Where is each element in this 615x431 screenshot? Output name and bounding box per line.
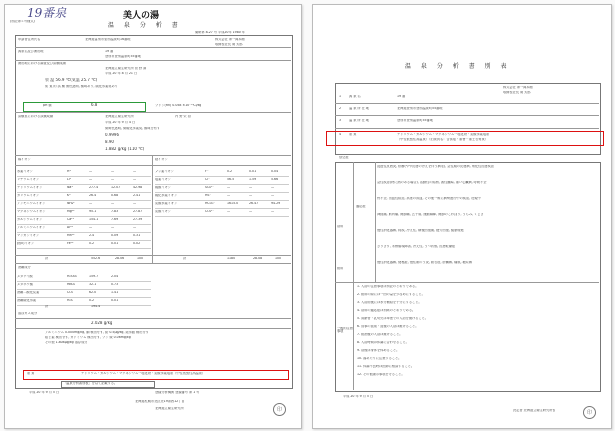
handwritten-note: 19番泉 <box>27 6 67 20</box>
radon-row: ラドン(Rn) 0.058 ×10⁻¹⁰Ci/kg <box>155 104 202 107</box>
ion-symbol: Ca²⁺ <box>67 218 75 221</box>
cation-header: 陽イオン <box>18 158 31 161</box>
ion-mg: — <box>227 186 231 189</box>
spring-location: 登別市登別温泉町55番地 <box>105 55 141 58</box>
ion-symbol: HCO₃⁻ <box>205 202 216 205</box>
ion-mval: — <box>111 202 115 205</box>
ion-pct: — <box>133 226 137 229</box>
evaporation-residue: 1.882 g/kg (110 ℃) <box>105 147 145 151</box>
trace-elements: アルミニウム 0.000mg/kg, 銅 検出せず, 鉛 0.5μg/kg, 総水銀 検出せず <box>45 331 149 334</box>
indication-line: 慢性消化器病, 便秘症, 慢性胆のう炎, 胆石症, 肝臓病, 痛風, 糖尿病 <box>377 261 473 264</box>
ion-name: 鉄(II)イオン <box>17 242 35 245</box>
ion-mval: 0.01 <box>249 170 257 173</box>
ion-pct: 0.31 <box>133 234 141 237</box>
ion-pct: 27.39 <box>133 218 143 221</box>
ion-pct: — <box>271 210 275 213</box>
lab-label: 試験室における試験成績 <box>18 115 54 118</box>
divider <box>15 155 291 156</box>
row-number: 1 <box>339 95 342 98</box>
general-note-line: 6. 食事の直前・直後の入浴は避けること。 <box>357 325 419 328</box>
total-solutes: 2.028 g/kg <box>91 321 113 325</box>
general-note-line: 1. 入浴の注意事項は別記のとおりである。 <box>357 285 419 288</box>
temperature-row: 泉 温 56.9 ℃(気温 25.7 ℃) <box>45 78 98 82</box>
ion-mmol: 0.01 <box>111 299 119 302</box>
ion-name: ナトリウムイオン <box>17 186 43 189</box>
general-note-line: 3. 入浴前後には水分補給を十分にすること。 <box>357 301 422 304</box>
ion-name: カルシウムイオン <box>17 218 43 221</box>
ion-mval: 0.68 <box>111 194 119 197</box>
ion-mg: 2.4 <box>89 234 95 237</box>
ion-mg: 62.0 <box>89 291 97 294</box>
general-notes-label: 一般的注意事項 <box>337 327 353 334</box>
ion-mval: 12.07 <box>111 186 121 189</box>
ion-mval: — <box>249 210 253 213</box>
trace-elements-2: 総ヒ素 検出せず, カドミウム 検出せず, ラン 微 0.06mg/kg <box>45 336 131 339</box>
ion-mg: — <box>89 178 93 181</box>
ion-symbol: SO₄²⁻ <box>205 186 214 189</box>
ion-name: 硫化水素イオン <box>155 194 178 197</box>
ion-mval: 7.83 <box>111 210 119 213</box>
ion-mmol: 2.04 <box>111 275 119 278</box>
analysis-sheet-left <box>4 4 302 429</box>
ion-mval: — <box>111 178 115 181</box>
applicant-person: 取締役社長 南 太郎 <box>215 43 243 46</box>
general-note-line: 8. 入浴時間は体調に合わせること。 <box>357 341 409 344</box>
cation-total-mg: 552.6 <box>91 257 101 260</box>
survey-label: 湧出地における調査及び試験成績 <box>18 62 66 65</box>
ion-mg: — <box>227 210 231 213</box>
ion-symbol: CO₃²⁻ <box>205 210 214 213</box>
anion-total-mg: 1180 <box>227 257 236 260</box>
anion-total-mval: 28.08 <box>253 257 263 260</box>
row-number: 4 <box>339 133 342 136</box>
ion-mg: — <box>89 202 93 205</box>
row-value: 登別市登別温泉町55番地 <box>397 119 433 122</box>
issuer-address: 北海道札幌市北区北19条西12丁目 <box>135 400 185 403</box>
ion-pct: — <box>271 186 275 189</box>
ion-name: 炭酸イオン <box>155 210 171 213</box>
ion-name: リチウムイオン <box>17 178 40 181</box>
ion-mg: — <box>227 194 231 197</box>
ion-mval: — <box>249 194 253 197</box>
indication-line: 急性疾患(特に熱のある場合), 活動性の結核, 悪性腫瘍, 重い心臓病, 呼吸不全 <box>377 181 487 184</box>
ion-mg: 0.2 <box>227 170 233 173</box>
divider <box>15 112 291 113</box>
indications-label: 適応症 <box>356 205 366 208</box>
ion-name: 遊離硫化水素 <box>17 299 37 302</box>
applicant-address: 北海道雷別市愛別温泉町16番地 <box>85 38 131 41</box>
table-divider <box>152 155 153 263</box>
indication-line: 神経痛, 筋肉痛, 関節痛, 五十肩, 運動麻痺, 関節のこわばり, うちみ, くじき <box>377 213 484 216</box>
ph-label: pH 値 <box>43 104 52 107</box>
ion-mmol: 1.41 <box>111 291 119 294</box>
general-note-line: 9. 浴後は身体を休めること。 <box>357 349 400 352</box>
survey-date: 平成 20 年 8 月 21 日 <box>105 72 138 75</box>
ion-symbol: H₂S <box>67 299 73 302</box>
ion-mg: 159.7 <box>89 275 99 278</box>
issuer-name: 北海道立衛生研究所 <box>155 407 184 410</box>
bath-name: 美人の湯 <box>123 11 160 21</box>
general-note-line: 7. 飲酒後の入浴は避けること。 <box>357 333 403 336</box>
ion-mval: 1.59 <box>249 178 257 181</box>
ion-mval: 0.01 <box>111 242 119 245</box>
ion-symbol: F⁻ <box>205 170 209 173</box>
indication-line: 浸透性皮膚炎, 疥癬(やや皮膚の冷えを伴う病変), 急性期の皮膚病, 角化性皮膚疾患 <box>377 165 494 168</box>
ion-symbol: Na⁺ <box>67 186 74 189</box>
divider <box>335 128 599 129</box>
ion-mg: 26.4 <box>89 194 97 197</box>
row-value-2: （中性低張性高温泉）（旧泉質名：含食塩・重曹－重土石膏泉） <box>397 138 488 141</box>
ion-symbol: Mn²⁺ <box>67 234 75 237</box>
applicant-company: 株式会社 第一滝本館 <box>215 38 245 41</box>
doc-title: 温 泉 分 析 書 <box>108 22 182 29</box>
ph-highlight-box <box>23 102 146 112</box>
bathing-label: 浴用 <box>337 225 344 228</box>
ion-symbol: CO₂ <box>67 291 74 294</box>
ion-mval: 26.47 <box>249 202 259 205</box>
ion-mg: 0.2 <box>89 242 95 245</box>
row-value: ナトリウム・カルシウム・マグネシウム一塩化物・炭酸水素塩泉 <box>397 133 490 136</box>
other-components: その他 1.808μg/kg 溶存成分 <box>45 341 88 344</box>
row-number: 2 <box>339 107 342 110</box>
divider <box>15 328 291 329</box>
ion-symbol: Cl⁻ <box>205 178 210 181</box>
anion-header: 陰イオン <box>155 158 168 161</box>
ion-mg: 95.1 <box>89 210 97 213</box>
ion-mg: — <box>89 226 93 229</box>
quality-value: ナトリウム・カルシウム・マグネシウム一塩化物・炭酸水素塩泉（中性低張性高温泉） <box>81 372 206 375</box>
right-signer: 決定者 北海道立衛生研究所長 <box>513 409 556 412</box>
ion-mg: 32.1 <box>89 283 97 286</box>
general-note-line: 11. 体調不良時は医師に相談すること。 <box>357 365 415 368</box>
divider <box>15 318 291 319</box>
undissociated-total-label: 計 <box>45 305 49 308</box>
divider <box>335 103 599 104</box>
ion-name: 塩素イオン <box>155 178 171 181</box>
right-person: 取締役社長 南 太郎 <box>503 91 531 94</box>
reference-number: 衛研第 8-27 号 平成20年 1980 年 <box>195 31 245 34</box>
undissociated-total: 194.4 <box>91 305 101 308</box>
lab-appearance: 微黄色透明, 微硫化水素臭, 酸味を有す <box>105 127 161 130</box>
cation-total-mval: 28.06 <box>115 257 125 260</box>
ion-name: マンガンイオン <box>17 234 40 237</box>
ion-mg: 277.4 <box>89 186 99 189</box>
row-label: 温 泉 所 在 地 <box>349 107 369 110</box>
drinking-label: 飲用 <box>337 267 344 270</box>
row-label: 源 泉 名 <box>349 95 361 98</box>
cation-total-label: 計 <box>45 257 49 260</box>
indication-line: きりきず, 末梢循環障害, 冷え性, うつ状態, 皮膚乾燥症 <box>377 245 456 248</box>
ion-symbol: HBO₂ <box>67 283 76 286</box>
table-row <box>17 240 151 249</box>
quality-label: 泉 質 <box>27 372 35 375</box>
undissociated-header: 遊離成分 <box>18 266 31 269</box>
lab-date: 平成 20 年 9 月 4 日 <box>105 121 136 124</box>
right-company: 株式会社 第一滝本館 <box>503 86 533 89</box>
table-row <box>155 208 289 217</box>
analysis-sheet-right <box>312 4 612 429</box>
ion-symbol: Li⁺ <box>67 178 72 181</box>
general-note-line: 2. 飲用の際には一回の量を少なめにすること。 <box>357 293 425 296</box>
ion-name: アンモニウムイオン <box>17 202 46 205</box>
ion-symbol: K⁺ <box>67 194 71 197</box>
surveyor: 北海道立衛生研究所 菅 野 誠 <box>105 67 147 70</box>
ion-mval: 7.69 <box>111 218 119 221</box>
ion-pct: 5.66 <box>271 178 279 181</box>
ion-symbol: Mg²⁺ <box>67 210 75 213</box>
sensory-row: 知 覚 的 試 験 無色透明, 酸味あり, 硫化水素臭あり <box>45 85 118 88</box>
ion-mval: 0.09 <box>111 234 119 237</box>
ion-symbol: Fe²⁺ <box>67 242 74 245</box>
appendix-title: 温 泉 分 析 書 別 表 <box>405 63 511 70</box>
dissolved-gas: 溶存ガス成分 <box>18 312 38 315</box>
column-divider <box>353 162 354 390</box>
lab-person: 内 野 栄 治 <box>175 115 191 118</box>
ion-symbol: Al³⁺ <box>67 226 74 229</box>
row-number: 3 <box>339 119 342 122</box>
ion-symbol: HS⁻ <box>205 194 212 197</box>
form-number: (別記第５号様式) <box>10 20 35 23</box>
ion-pct: 2.41 <box>133 194 141 197</box>
divider <box>15 165 291 166</box>
ion-pct: 42.98 <box>133 186 143 189</box>
row-value: 北海道登別市登別温泉町55番地 <box>397 107 443 110</box>
note-text: 「温泉分析書別表」を以て記載する。 <box>63 382 118 385</box>
ion-symbol: H⁺ <box>67 170 72 173</box>
indication-line: 慢性消化器病, 痔疾, 冷え性, 病後回復期, 疲労回復, 健康増進 <box>377 229 464 232</box>
official-seal-icon: 印 <box>273 403 286 416</box>
row-label: 泉 質 <box>349 133 357 136</box>
ph-lab-value: 8.90 <box>105 140 114 144</box>
ion-symbol: NH₄⁺ <box>67 202 75 205</box>
row-label: 温 泉 所 在 地 <box>349 119 369 122</box>
ion-name: 遊離二酸化炭素 <box>17 291 40 294</box>
ion-pct: — <box>133 170 137 173</box>
ion-name: メタホウ酸 <box>17 283 33 286</box>
ion-name: マグネシウムイオン <box>17 210 46 213</box>
lab-org: 北海道立衛生研究所 <box>105 115 134 118</box>
ion-name: 水素イオン <box>17 170 33 173</box>
ion-name: フッ素イオン <box>155 170 174 173</box>
right-quality-highlight-box <box>326 131 604 146</box>
density-value: 0.9996 <box>105 133 119 137</box>
general-note-line: 4. 浴用の適応症は別紙のとおりである。 <box>357 309 416 312</box>
divider <box>335 115 599 116</box>
spring-name: 19 番 <box>105 50 114 53</box>
spring-row-label: 源泉名及び湧出地 <box>18 50 44 53</box>
ion-name: メタケイ酸 <box>17 275 33 278</box>
anion-total-label: 計 <box>183 257 187 260</box>
table-row <box>17 297 151 306</box>
ion-mg: 1615.0 <box>227 202 239 205</box>
divider <box>15 60 291 61</box>
divider <box>15 255 291 256</box>
note-heading: 禁忌症 <box>339 156 349 159</box>
applicant-label: 申請者住所氏名 <box>18 38 41 41</box>
ion-name: アルミニウムイオン <box>17 226 46 229</box>
ion-mmol: 0.73 <box>111 283 119 286</box>
ion-pct: 27.87 <box>133 210 143 213</box>
ion-pct: — <box>133 202 137 205</box>
ion-mg: — <box>89 170 93 173</box>
ion-name: 硫酸イオン <box>155 186 171 189</box>
ion-pct: 0.04 <box>271 170 279 173</box>
divider <box>15 47 291 48</box>
ion-mval: — <box>111 170 115 173</box>
ion-pct: — <box>133 178 137 181</box>
issue-date: 平成 20 年 9 月 5 日 <box>29 391 60 394</box>
ion-mval: — <box>249 186 253 189</box>
ion-pct: 94.29 <box>271 202 281 205</box>
indication-line: 腎不全, 出血性疾患, 高度の貧血, その他一般に病勢進行中の疾患, 妊娠中 <box>377 197 481 200</box>
ion-mval: — <box>111 226 115 229</box>
column-divider <box>375 162 376 282</box>
right-seal-icon: 印 <box>583 406 596 419</box>
ion-mg: 154.1 <box>89 218 99 221</box>
divider <box>15 263 291 264</box>
ion-name: カリウムイオン <box>17 194 40 197</box>
general-note-line: 12. その他掲示事項を守ること。 <box>357 373 405 376</box>
ion-pct: 0.02 <box>133 242 141 245</box>
divider <box>335 282 599 283</box>
general-note-line: 10. 湯あたりに注意すること。 <box>357 357 402 360</box>
cation-total-pct: 100 <box>137 257 144 260</box>
ion-mg: 56.5 <box>227 178 235 181</box>
ion-symbol: H₂SiO₃ <box>67 275 78 278</box>
right-date: 平成 20 年 9 月 5 日 <box>343 395 374 398</box>
registration-number: 登録分析機関 登録番号 第 1 号 <box>155 391 200 394</box>
anion-total-pct: 100 <box>275 257 282 260</box>
ion-mg: 0.2 <box>89 299 95 302</box>
ph-value: 6.8 <box>91 103 98 107</box>
general-note-line: 5. 高齢者・乳幼児は単独での入浴を避けること。 <box>357 317 428 320</box>
ion-pct: — <box>271 194 275 197</box>
row-value: 19 番 <box>397 95 406 98</box>
ion-name: 炭酸水素イオン <box>155 202 178 205</box>
